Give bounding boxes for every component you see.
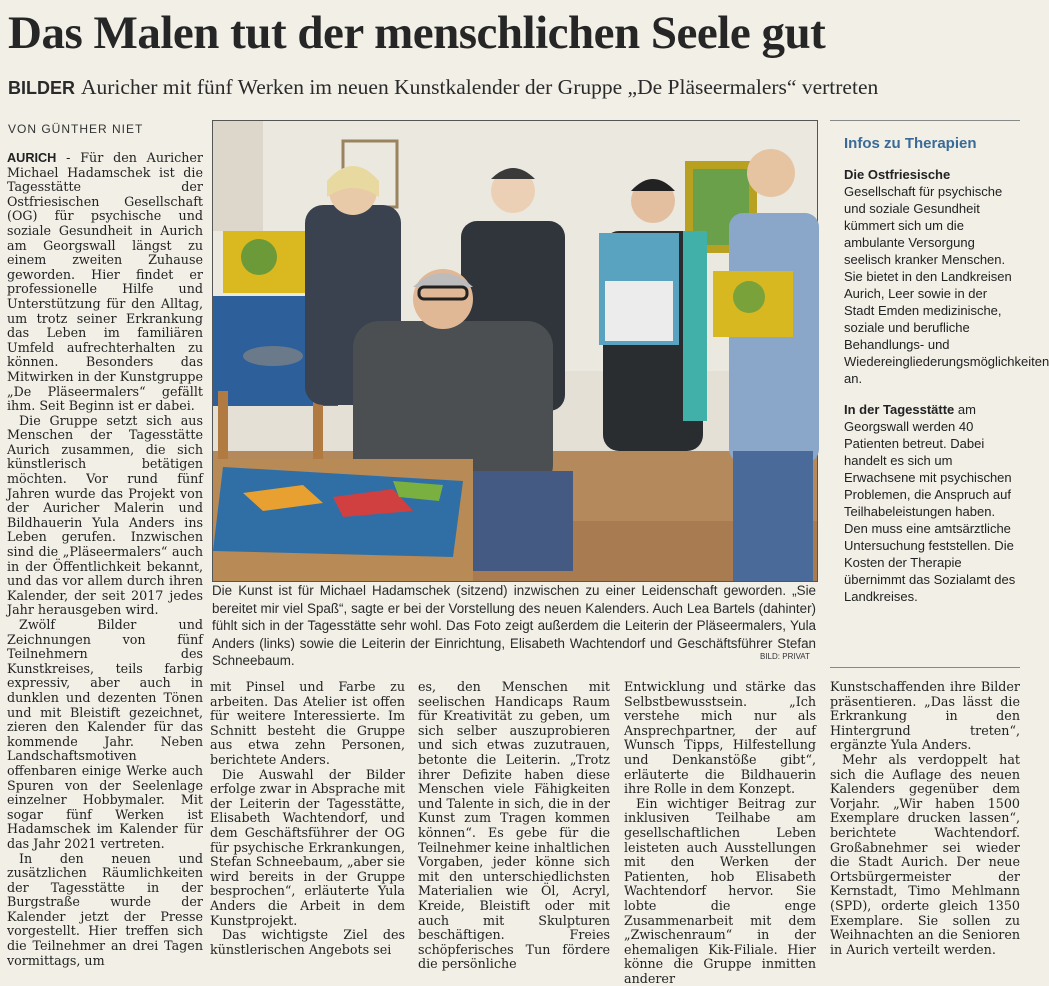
article-column-3 (418, 680, 610, 972)
article-column-4 (624, 680, 816, 986)
info-box (830, 120, 1049, 668)
info-text: am Georgswall werden 40 Patienten betreut. Dabei handelt es sich um Erwachsene mit psychischen Problemen, die Anspruch auf Teilhabeleistungen haben. Den muss eine amtsärztliche Untersuchung feststellen. Die Kosten der Therapie übernimmt das Sozialamt des Landkreises. (844, 402, 1016, 604)
paragraph: Das wichtigste Ziel des künstlerischen Angebots sei (210, 927, 405, 957)
article-photo (212, 120, 818, 582)
info-paragraph (844, 401, 1020, 605)
info-lead: In der Tagesstätte (844, 402, 955, 417)
dateline: AURICH (7, 151, 57, 165)
photo-illustration (213, 121, 817, 581)
paragraph: es, den Menschen mit seelischen Handicaps Raum für Kreativität zu geben, um sich selber auszuprobieren und sich etwas zuzutrauen, betonte die Leiterin. „Trotz ihrer Defizite haben diese Menschen viele Fähigkeiten und Talente in sich, die in der Kunst zum Tragen kommen können“. Es gebe für die Teilnehmer keine inhaltlichen Vorgaben, jeder könne sich mit den unterschiedlichsten Materialien wie Öl, Acryl, Kreide, Bleistift oder mit auch mit Skulpturen beschäftigen. Freies schöpferisches Tun fördere die persönliche (418, 679, 610, 972)
paragraph: Zwölf Bilder und Zeichnungen von fünf Teilnehmern des Kunstkreises, teils farbig expressiv, aber auch in dunklen und dezenten Tönen und mit Bleistift gezeichnet, zieren den Kalender für das kommende Jahr. Neben Landschaftsmotiven offenbaren einige Werke auch Spuren von der Seelenlage einzelner Hobbymaler. Mit sogar fünf Werken ist Hadamschek im Kalender für das Jahr 2021 vertreten. (7, 617, 203, 851)
info-box-title: Infos zu Therapien (844, 135, 977, 152)
article-column-2 (210, 680, 405, 957)
paragraph: Die Gruppe setzt sich aus Menschen der Tagesstätte Aurich zusammen, die sich künstlerisch betätigen möchten. Vor rund fünf Jahren wurde das Projekt von der Auricher Malerin und Bildhauerin Yula Anders ins Leben gerufen. Inzwischen sind die „Pläseermalers“ auch in der Öffentlichkeit bekannt, und das vor allem durch ihren Kalender, der seit 2017 jedes Jahr herausgeben wird. (7, 412, 203, 618)
paragraph: In den neuen und zusätzlichen Räumlichkeiten der Tagesstätte in der Burgstraße wurde der Kalender jetzt der Presse vorgestellt. Hier treffen sich die Teilnehmer an drei Tagen vormittags, um (7, 850, 203, 968)
info-text: Gesellschaft für psychische und soziale Gesundheit kümmert sich um die ambulante Versorgung seelisch kranker Menschen. Sie bietet in den Landkreisen Aurich, Leer sowie in der Stadt Emden medizinische, soziale und berufliche Behandlungs- und Wiedereingliederungsmöglichkeiten an. (844, 184, 1049, 386)
subheadline (8, 74, 1018, 101)
paragraph: Mehr als verdoppelt hat sich die Auflage des neuen Kalenders gegenüber dem Vorjahr. „Wir haben 1500 Exemplare drucken lassen“, berichtete Wachtendorf. Großabnehmer sei wieder die Stadt Aurich. Der neue Ortsbürgermeister der Kernstadt, Timo Mehlmann (SPD), orderte gleich 1350 Exemplare. Sie sollen zu Weihnachten an die Senioren in Aurich verteilt werden. (830, 751, 1020, 957)
paragraph: Kunstschaffenden ihre Bilder präsentieren. „Das lässt die Erkrankung in den Hintergrund treten“, ergänzte Yula Anders. (830, 679, 1020, 753)
paragraph (7, 151, 203, 414)
article-column-5 (830, 680, 1020, 957)
info-paragraph (844, 166, 1049, 387)
info-lead: Die Ostfriesische (844, 167, 951, 182)
photo-credit: BILD: PRIVAT (760, 652, 810, 661)
article-column-1 (7, 151, 203, 968)
paragraph: Die Auswahl der Bilder erfolge zwar in Absprache mit der Leiterin der Tagesstätte, Elisabeth Wachtendorf, und dem Geschäftsführer der OG für psychische Erkrankungen, Stefan Schneebaum, „aber sie wird bereits in der Gruppe besprochen“, erläuterte Yula Anders die Arbeit in dem Kunstprojekt. (210, 766, 405, 928)
paragraph: Entwicklung und stärke das Selbstbewusstsein. „Ich verstehe mich nur als Ansprechpartner, der auf Wunsch Tipps, Hilfestellung und Denkanstöße gibt“, erläuterte die Bildhauerin ihre Rolle in dem Konzept. (624, 679, 816, 797)
paragraph: mit Pinsel und Farbe zu arbeiten. Das Atelier ist offen für weitere Interessierte. Im Schnitt besteht die Gruppe aus etwa zehn Personen, berichtete Anders. (210, 679, 405, 767)
photo-caption: Die Kunst ist für Michael Hadamschek (sitzend) inzwischen zu einer Leidenschaft geworden. „Sie bereitet mir viel Spaß“, sagte er bei der Vorstellung des neuen Kalenders. Auch Lea Bartels (dahinter) fühlt sich in der Tagesstätte sehr wohl. Das Foto zeigt außerdem die Leiterin der Pläseermalers, Yula Anders (links) sowie die Leiterin der Einrichtung, Elisabeth Wachtendorf und Geschäftsführer Stefan Schneebaum. (212, 583, 816, 669)
byline: VON GÜNTHER NIET (8, 122, 144, 136)
subhead-kicker: BILDER (8, 78, 75, 98)
paragraph-text: - Für den Auricher Michael Hadamschek ist die Tagesstätte der Ostfriesischen Gesellschaft (OG) für psychische und soziale Gesundheit in Aurich am Georgswall längst zu einem zweiten Zuhause geworden. Hier findet er professionelle Hilfe und Unterstützung für den Alltag, um trotz seiner Erkrankung das Leben im familiären Umfeld aufrechterhalten zu können. Besonders das Mitwirken in der Kunstgruppe „De Pläseermalers“ gefällt ihm. Seit Beginn ist er dabei. (7, 150, 203, 414)
subhead-text: Auricher mit fünf Werken im neuen Kunstkalender der Gruppe „De Pläseermalers“ vertreten (81, 75, 879, 99)
paragraph: Ein wichtiger Beitrag zur inklusiven Teilhabe am gesellschaftlichen Leben leisteten auch Ausstellungen mit den Werken der Patienten, hob Elisabeth Wachtendorf hervor. Sie lobte die enge Zusammenarbeit mit dem „Zwischenraum“ in der ehemaligen Kik-Filiale. Hier könne die Gruppe inmitten anderer (624, 795, 816, 986)
headline: Das Malen tut der menschlichen Seele gut (8, 7, 826, 59)
